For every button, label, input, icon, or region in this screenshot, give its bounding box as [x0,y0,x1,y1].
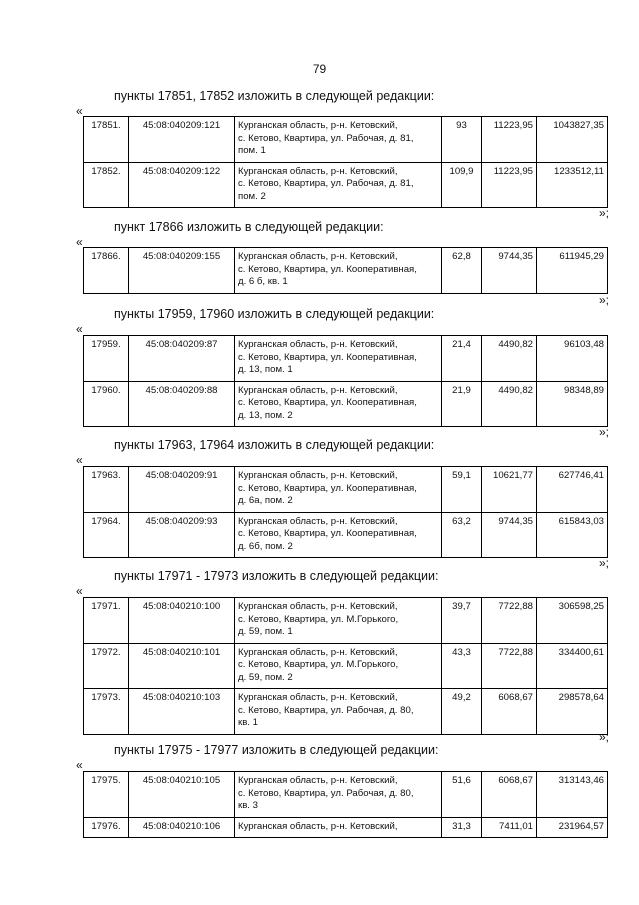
total-value: 313143,46 [537,772,608,818]
close-quote: »; [598,425,609,439]
area: 93 [442,117,482,163]
total-value: 1233512,11 [537,162,608,208]
address-line: с. Кетово, Квартира, ул. М.Горького, [238,613,399,625]
open-quote: « [76,453,83,467]
row-number: 17852. [84,162,129,208]
total-value: 611945,29 [537,248,608,294]
price-per-unit: 9744,35 [482,248,537,294]
close-quote: »; [598,730,609,744]
price-per-unit: 7722,88 [482,643,537,689]
address-line: с. Кетово, Квартира, ул. М.Горького, [238,659,399,670]
address-line: Курганская область, р-н. Кетовский, [238,601,398,612]
close-quote: »; [598,206,609,220]
address-line: с. Кетово, Квартира, ул. Рабочая, д. 81, [238,132,414,144]
address-line: с. Кетово, Квартира, ул. Рабочая, д. 80, [238,787,414,799]
address [235,643,442,689]
cadastral-number: 45:08:040209:87 [129,336,235,382]
price-per-unit: 4490,82 [482,381,537,427]
address-line: Курганская область, р-н. Кетовский, [238,820,398,832]
address-line: д. 6б, пом. 2 [238,540,293,552]
table-row [84,162,608,208]
cadastral-number: 45:08:040210:100 [129,598,235,644]
section-heading: пункт 17866 изложить в следующей редакции: [114,220,384,234]
cadastral-number: 45:08:040209:122 [129,162,235,208]
cadastral-number: 45:08:040210:103 [129,689,235,735]
row-number: 17976. [84,817,129,838]
open-quote: « [76,235,83,249]
section-heading: пункты 17971 - 17973 изложить в следующей редакции: [114,569,439,583]
cadastral-number: 45:08:040210:101 [129,643,235,689]
address-line: с. Кетово, Квартира, ул. Кооперативная, [238,528,417,539]
price-per-unit: 11223,95 [482,162,537,208]
address-line: д. 59, пом. 2 [238,671,293,683]
open-quote: « [76,104,83,118]
address-line: Курганская область, р-н. Кетовский, [238,775,398,786]
property-table [83,771,608,838]
property-table [83,597,608,735]
cadastral-number: 45:08:040209:91 [129,467,235,513]
address [235,162,442,208]
cadastral-number: 45:08:040209:121 [129,117,235,163]
area: 59,1 [442,467,482,513]
total-value: 627746,41 [537,467,608,513]
section-heading: пункты 17975 - 17977 изложить в следующей редакции: [114,743,439,757]
area: 31,3 [442,817,482,838]
price-per-unit: 7411,01 [482,817,537,838]
total-value: 334400,61 [537,643,608,689]
address-line: Курганская область, р-н. Кетовский, [238,384,398,396]
total-value: 231964,57 [537,817,608,838]
address-line: Курганская область, р-н. Кетовский, [238,646,398,658]
table-row [84,512,608,558]
area: 109,9 [442,162,482,208]
address-line: с. Кетово, Квартира, ул. Кооперативная, [238,263,417,275]
total-value: 615843,03 [537,512,608,558]
address-line: д. 6а, пом. 2 [238,495,293,506]
row-number: 17964. [84,512,129,558]
property-table [83,466,608,558]
row-number: 17851. [84,117,129,163]
property-table [83,335,608,427]
cadastral-number: 45:08:040209:155 [129,248,235,294]
address-line: д. 13, пом. 2 [238,409,293,421]
table-row [84,336,608,382]
table-row [84,248,608,294]
row-number: 17959. [84,336,129,382]
address-line: Курганская область, р-н. Кетовский, [238,692,398,703]
address-line: д. 13, пом. 1 [238,364,293,375]
address-line: с. Кетово, Квартира, ул. Рабочая, д. 81, [238,178,414,189]
address-line: Курганская область, р-н. Кетовский, [238,339,398,350]
address-line: с. Кетово, Квартира, ул. Кооперативная, [238,397,417,408]
area: 39,7 [442,598,482,644]
cadastral-number: 45:08:040209:93 [129,512,235,558]
address-line: Курганская область, р-н. Кетовский, [238,470,398,481]
table-row [84,117,608,163]
address-line: кв. 3 [238,800,258,811]
row-number: 17973. [84,689,129,735]
address [235,598,442,644]
table-row [84,467,608,513]
address-line: Курганская область, р-н. Кетовский, [238,515,398,527]
total-value: 306598,25 [537,598,608,644]
address [235,381,442,427]
area: 21,9 [442,381,482,427]
address-line: Курганская область, р-н. Кетовский, [238,165,398,177]
address [235,512,442,558]
row-number: 17972. [84,643,129,689]
address-line: с. Кетово, Квартира, ул. Кооперативная, [238,351,417,363]
close-quote: »; [598,293,609,307]
price-per-unit: 11223,95 [482,117,537,163]
open-quote: « [76,584,83,598]
address-line: кв. 1 [238,717,258,728]
address [235,689,442,735]
row-number: 17960. [84,381,129,427]
address [235,248,442,294]
address-line: пом. 2 [238,190,266,202]
open-quote: « [76,322,83,336]
address [235,336,442,382]
close-quote: »; [598,556,609,570]
address-line: с. Кетово, Квартира, ул. Кооперативная, [238,482,417,494]
table-row [84,643,608,689]
address-line: Курганская область, р-н. Кетовский, [238,251,398,262]
row-number: 17971. [84,598,129,644]
area: 63,2 [442,512,482,558]
total-value: 98348,89 [537,381,608,427]
price-per-unit: 4490,82 [482,336,537,382]
address-line: пом. 1 [238,145,266,156]
section-heading: пункты 17851, 17852 изложить в следующей редакции: [114,89,435,103]
table-row [84,817,608,838]
section-heading: пункты 17959, 17960 изложить в следующей редакции: [114,307,435,321]
cadastral-number: 45:08:040209:88 [129,381,235,427]
price-per-unit: 6068,67 [482,772,537,818]
total-value: 1043827,35 [537,117,608,163]
table-row [84,598,608,644]
row-number: 17963. [84,467,129,513]
cadastral-number: 45:08:040210:106 [129,817,235,838]
address-line: д. 59, пом. 1 [238,626,293,637]
total-value: 96103,48 [537,336,608,382]
section-heading: пункты 17963, 17964 изложить в следующей редакции: [114,438,435,452]
table-row [84,381,608,427]
property-table [83,116,608,208]
address [235,467,442,513]
cadastral-number: 45:08:040210:105 [129,772,235,818]
address-line: с. Кетово, Квартира, ул. Рабочая, д. 80, [238,704,414,716]
row-number: 17866. [84,248,129,294]
open-quote: « [76,758,83,772]
price-per-unit: 6068,67 [482,689,537,735]
price-per-unit: 7722,88 [482,598,537,644]
address-line: Курганская область, р-н. Кетовский, [238,120,398,131]
price-per-unit: 10621,77 [482,467,537,513]
area: 62,8 [442,248,482,294]
address [235,817,442,838]
total-value: 298578,64 [537,689,608,735]
area: 21,4 [442,336,482,382]
address [235,772,442,818]
area: 51,6 [442,772,482,818]
row-number: 17975. [84,772,129,818]
property-table [83,247,608,294]
page-number: 79 [312,62,327,76]
address-line: д. 6 б, кв. 1 [238,276,288,287]
area: 43,3 [442,643,482,689]
table-row [84,772,608,818]
table-row [84,689,608,735]
address [235,117,442,163]
price-per-unit: 9744,35 [482,512,537,558]
area: 49,2 [442,689,482,735]
